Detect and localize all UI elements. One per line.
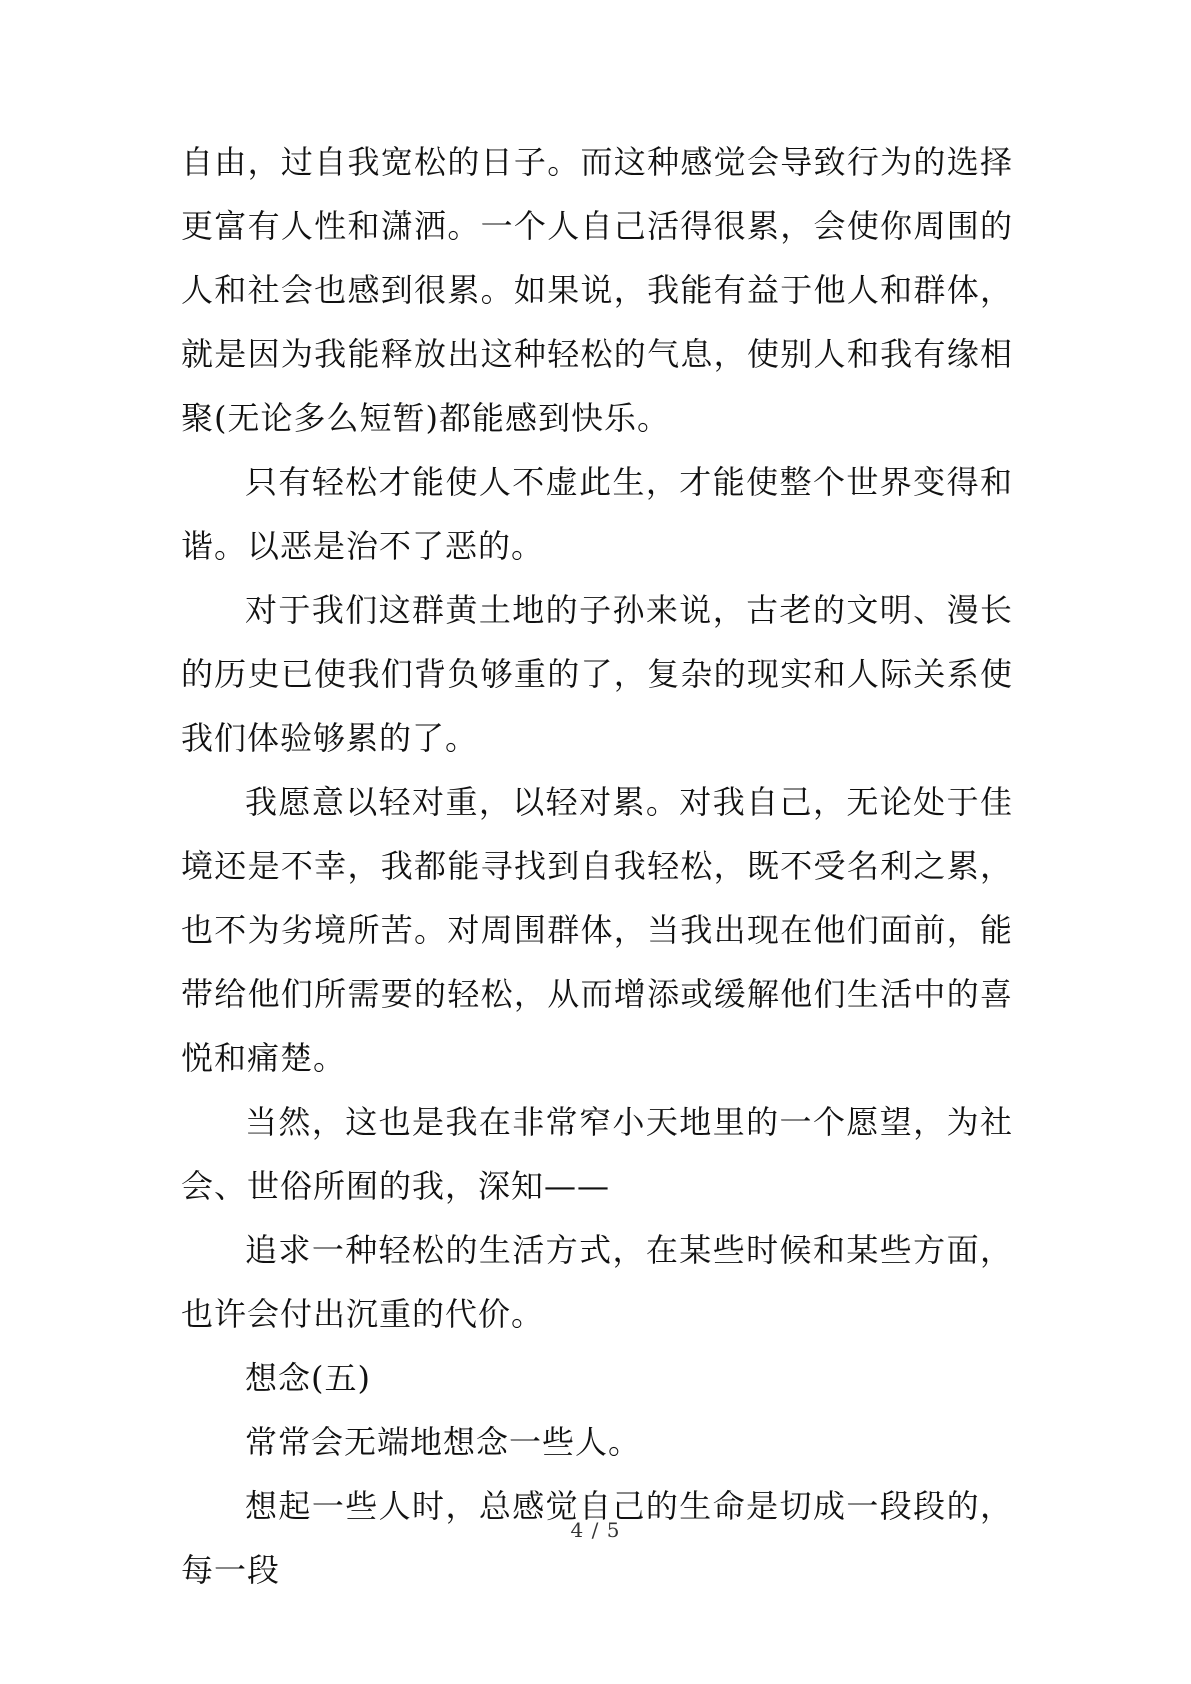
section-heading: 想念(五)	[245, 1359, 371, 1397]
paragraph-continued: 自由，过自我宽松的日子。而这种感觉会导致行为的选择更富有人性和潇洒。一个人自己活得很累，会使你周围的人和社会也感到很累。如果说，我能有益于他人和群体，就是因为我能释放出这种轻松的气息，使别人和我有缘相聚(无论多么短暂)都能感到快乐。	[181, 143, 1013, 437]
paragraph: 只有轻松才能使人不虚此生，才能使整个世界变得和谐。以恶是治不了恶的。	[181, 463, 1013, 565]
paragraph: 追求一种轻松的生活方式，在某些时候和某些方面，也许会付出沉重的代价。	[181, 1231, 1013, 1333]
paragraph: 想起一些人时，总感觉自己的生命是切成一段段的，每一段	[181, 1487, 1013, 1589]
page-number: 4 / 5	[570, 1518, 621, 1542]
paragraph: 对于我们这群黄土地的子孙来说，古老的文明、漫长的历史已使我们背负够重的了，复杂的现实和人际关系使我们体验够累的了。	[181, 591, 1013, 757]
paragraph: 我愿意以轻对重，以轻对累。对我自己，无论处于佳境还是不幸，我都能寻找到自我轻松，既不受名利之累，也不为劣境所苦。对周围群体，当我出现在他们面前，能带给他们所需要的轻松，从而增添或缓解他们生活中的喜悦和痛楚。	[181, 783, 1013, 1077]
paragraph: 当然，这也是我在非常窄小天地里的一个愿望，为社会、世俗所囿的我，深知——	[181, 1103, 1013, 1205]
document-body	[181, 130, 1013, 1602]
paragraph: 常常会无端地想念一些人。	[245, 1423, 642, 1461]
